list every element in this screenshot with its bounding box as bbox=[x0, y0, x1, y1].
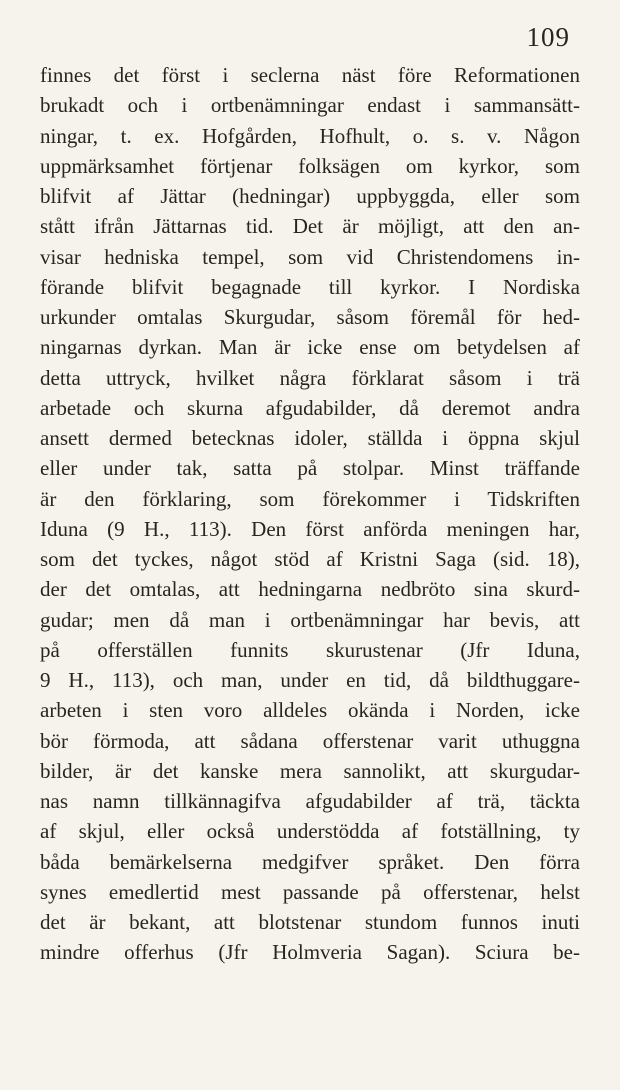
text-line: synes emedlertid mest passande på offerstenar, helst bbox=[40, 879, 580, 904]
text-line: ningarnas dyrkan. Man är icke ense om betydelsen af bbox=[40, 335, 580, 360]
text-line: visar hedniska tempel, som vid Christendomens in- bbox=[40, 244, 580, 269]
text-line: bör förmoda, att sådana offerstenar varit uthuggna bbox=[40, 728, 580, 753]
text-line: eller under tak, satta på stolpar. Minst träffande bbox=[40, 456, 580, 481]
text-line: förande blifvit begagnade till kyrkor. I Nordiska bbox=[40, 274, 580, 299]
text-line: finnes det först i seclerna näst före Reformationen bbox=[40, 63, 580, 87]
text-line: bilder, är det kanske mera sannolikt, att skurgudar- bbox=[40, 758, 580, 783]
text-line: mindre offerhus (Jfr Holmveria Sagan). Sciura be- bbox=[40, 940, 580, 965]
text-line: urkunder omtalas Skurgudar, såsom föremål för hed- bbox=[40, 305, 580, 329]
text-line: ningar, t. ex. Hofgården, Hofhult, o. s. v. Någon bbox=[40, 123, 580, 148]
page-number: 109 bbox=[526, 22, 570, 52]
text-line: på offerställen funnits skurustenar (Jfr Iduna, bbox=[40, 637, 580, 662]
text-line: arbetade och skurna afgudabilder, då deremot andra bbox=[40, 395, 580, 420]
text-line: der det omtalas, att hedningarna nedbröto sina skurd- bbox=[40, 577, 580, 602]
text-line: brukadt och i ortbenämningar endast i sammansätt- bbox=[40, 93, 580, 118]
text-line: arbeten i sten voro alldeles okända i Norden, icke bbox=[40, 698, 580, 723]
text-line: blifvit af Jättar (hedningar) uppbyggda, eller som bbox=[40, 184, 580, 208]
text-line: båda bemärkelserna medgifver språket. Den förra bbox=[40, 849, 580, 874]
text-line: gudar; men då man i ortbenämningar har bevis, att bbox=[40, 607, 580, 632]
body-text bbox=[40, 60, 580, 968]
text-line: stått ifrån Jättarnas tid. Det är möjligt, att den an- bbox=[40, 214, 580, 239]
text-line: är den förklaring, som förekommer i Tidskriften bbox=[40, 486, 580, 511]
text-line: Iduna (9 H., 113). Den först anförda meningen har, bbox=[40, 516, 580, 541]
text-line: 9 H., 113), och man, under en tid, då bildthuggare- bbox=[40, 668, 580, 692]
text-line: detta uttryck, hvilket några förklarat såsom i trä bbox=[40, 365, 580, 390]
text-line: det är bekant, att blotstenar stundom funnos inuti bbox=[40, 910, 580, 934]
text-line: uppmärksamhet förtjenar folksägen om kyrkor, som bbox=[40, 153, 580, 178]
text-line: ansett dermed betecknas idoler, ställda i öppna skjul bbox=[40, 426, 580, 450]
text-line: af skjul, eller också understödda af fotställning, ty bbox=[40, 819, 580, 844]
text-line: nas namn tillkännagifva afgudabilder af trä, täckta bbox=[40, 789, 580, 813]
text-line: som det tyckes, något stöd af Kristni Saga (sid. 18), bbox=[40, 547, 580, 571]
